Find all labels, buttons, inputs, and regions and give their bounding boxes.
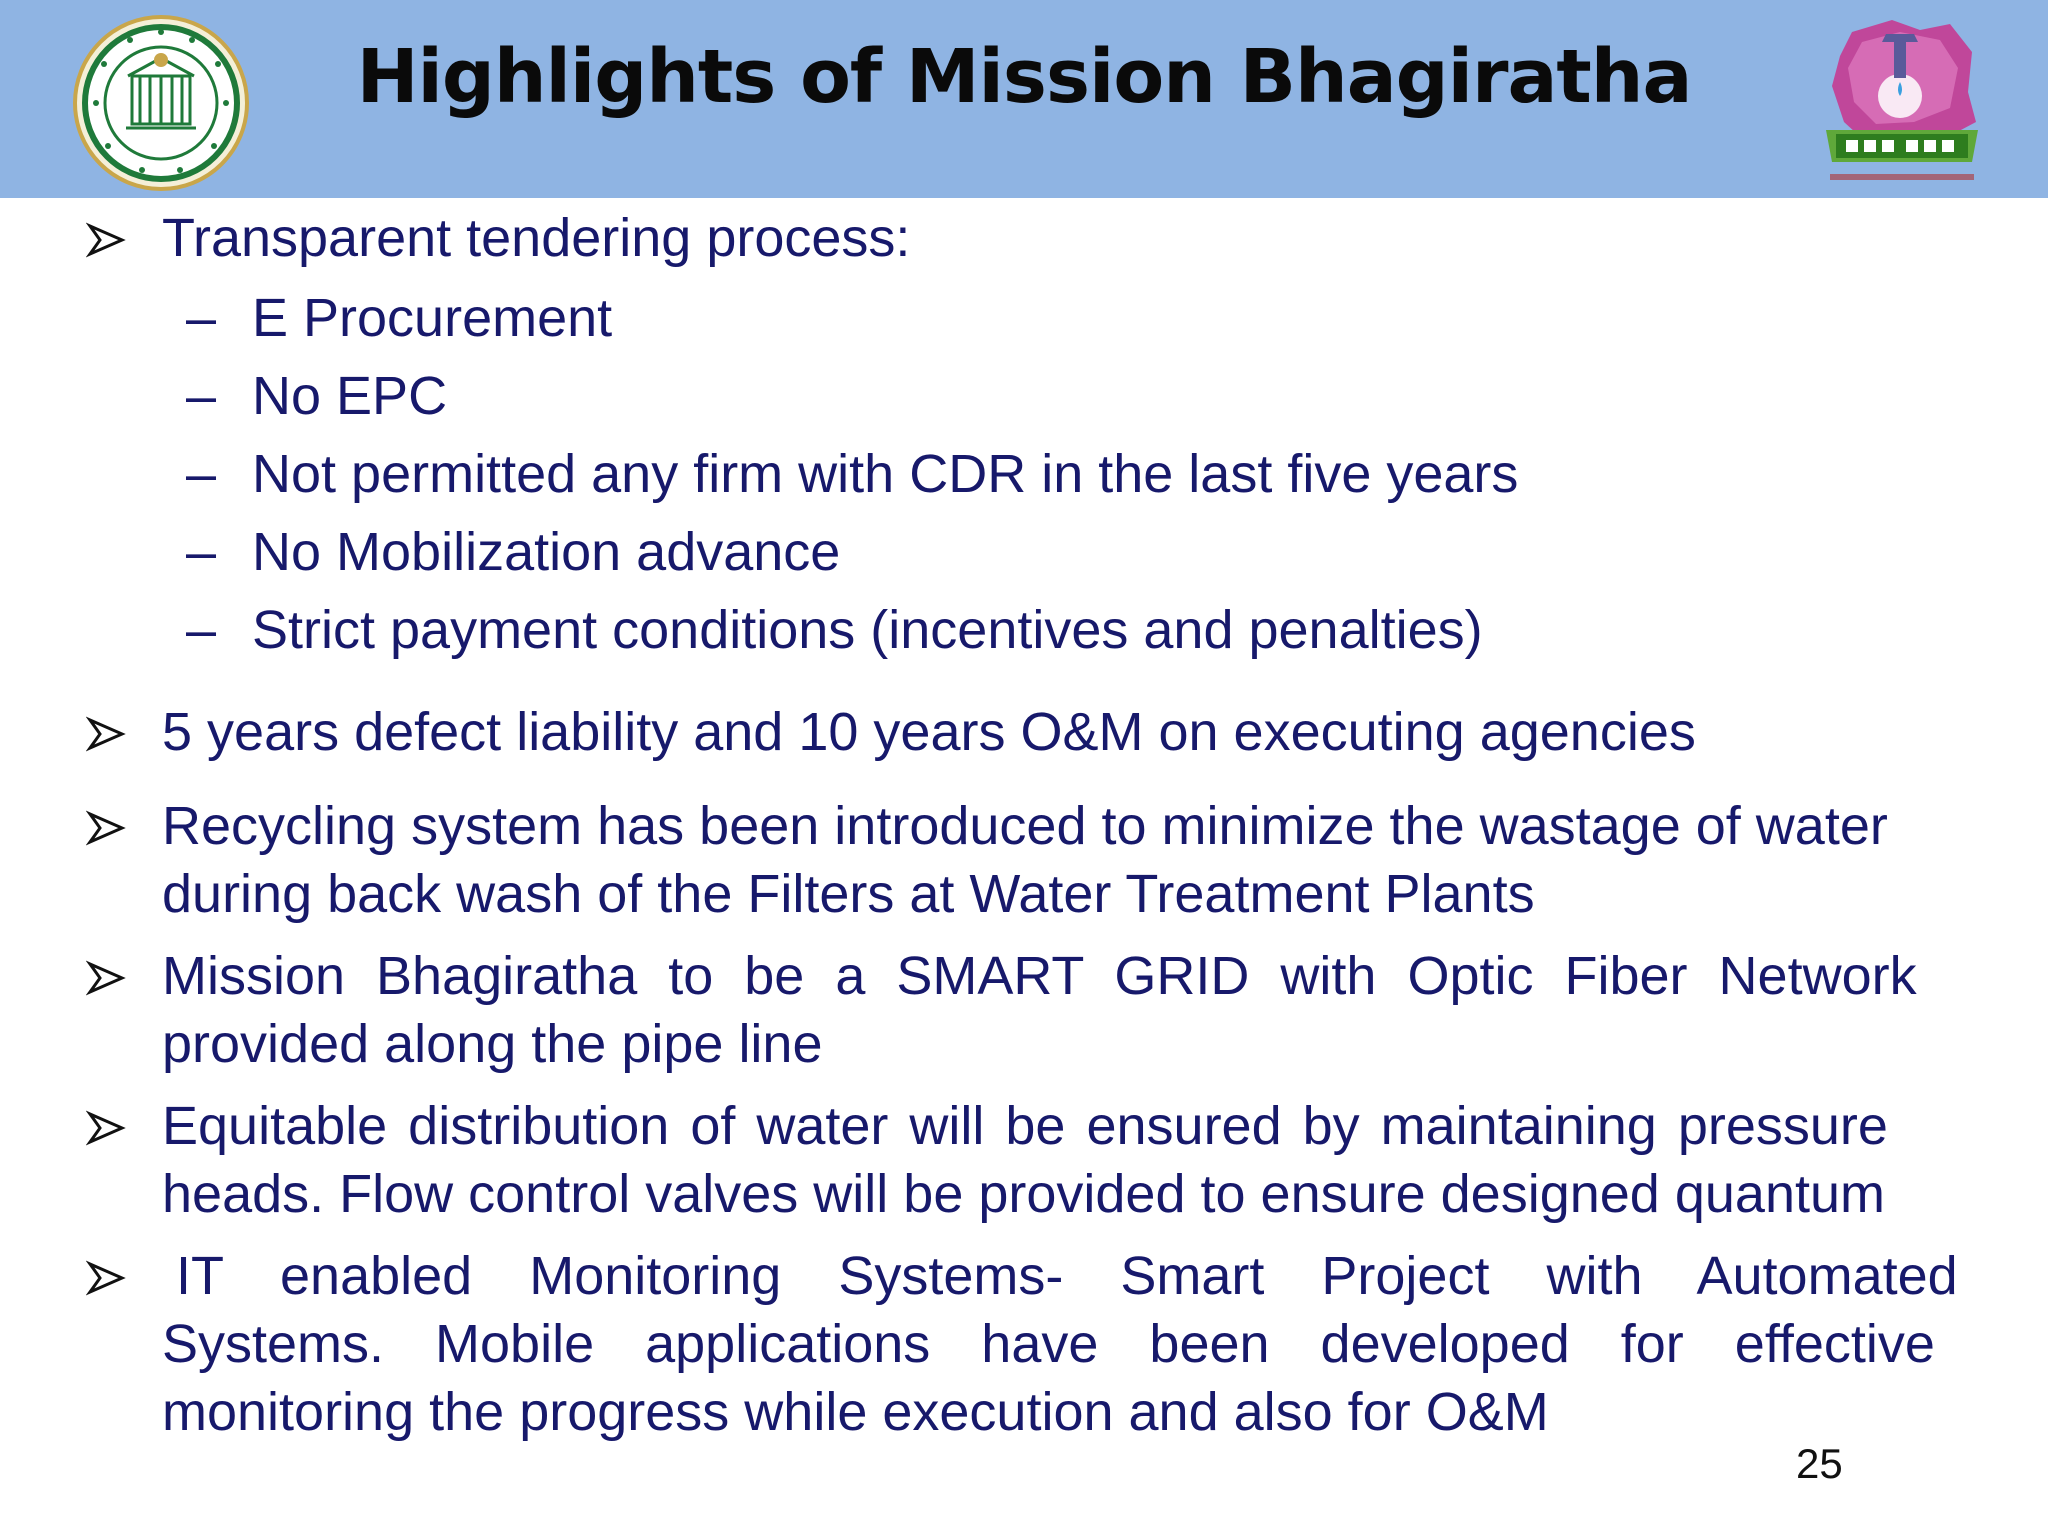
bullet-text-continued [162, 1310, 1980, 1378]
dash-bullet: – [186, 366, 217, 426]
page-number: 25 [1796, 1440, 1843, 1487]
bullet-text [162, 942, 1980, 1010]
bullet-text: 5 years defect liability and 10 years O&M on executing agencies [162, 702, 1696, 762]
justified-text: Equitable distribution of water will be ensured by maintaining pressure [162, 1096, 1888, 1156]
sub-item: E Procurement [252, 288, 613, 348]
sub-item: Not permitted any firm with CDR in the last five years [252, 444, 1519, 504]
justified-text: IT enabled Monitoring Systems- Smart Project with Automated [176, 1246, 1958, 1306]
arrow-bullet-icon [86, 714, 126, 754]
bullet-text [162, 1092, 1980, 1160]
arrow-bullet-icon [86, 1108, 126, 1148]
arrow-bullet-icon [86, 958, 126, 998]
bullet-text-continued: heads. Flow control valves will be provided to ensure designed quantum [162, 1164, 1885, 1224]
sub-item: Strict payment conditions (incentives and penalties) [252, 600, 1483, 660]
dash-bullet: – [186, 600, 217, 660]
bullet-text-continued: provided along the pipe line [162, 1014, 823, 1074]
dash-bullet: – [186, 288, 217, 348]
dash-bullet: – [186, 522, 217, 582]
arrow-bullet-icon [86, 808, 126, 848]
bullet-text: Transparent tendering process: [162, 208, 911, 268]
justified-text: Mission Bhagiratha to be a SMART GRID with Optic Fiber Network [162, 946, 1917, 1006]
bullet-text-continued: monitoring the progress while execution and also for O&M [162, 1382, 1549, 1442]
page-title: Highlights of Mission Bhagiratha [356, 34, 1692, 120]
bullet-text-continued: during back wash of the Filters at Water Treatment Plants [162, 864, 1535, 924]
sub-item: No Mobilization advance [252, 522, 841, 582]
arrow-bullet-icon [86, 220, 126, 260]
bullet-text [176, 1242, 1980, 1310]
bullet-text: Recycling system has been introduced to minimize the wastage of water [162, 796, 1888, 856]
justified-text: Systems. Mobile applications have been developed for effective [162, 1314, 1935, 1374]
dash-bullet: – [186, 444, 217, 504]
sub-item: No EPC [252, 366, 448, 426]
arrow-bullet-icon [86, 1258, 126, 1298]
